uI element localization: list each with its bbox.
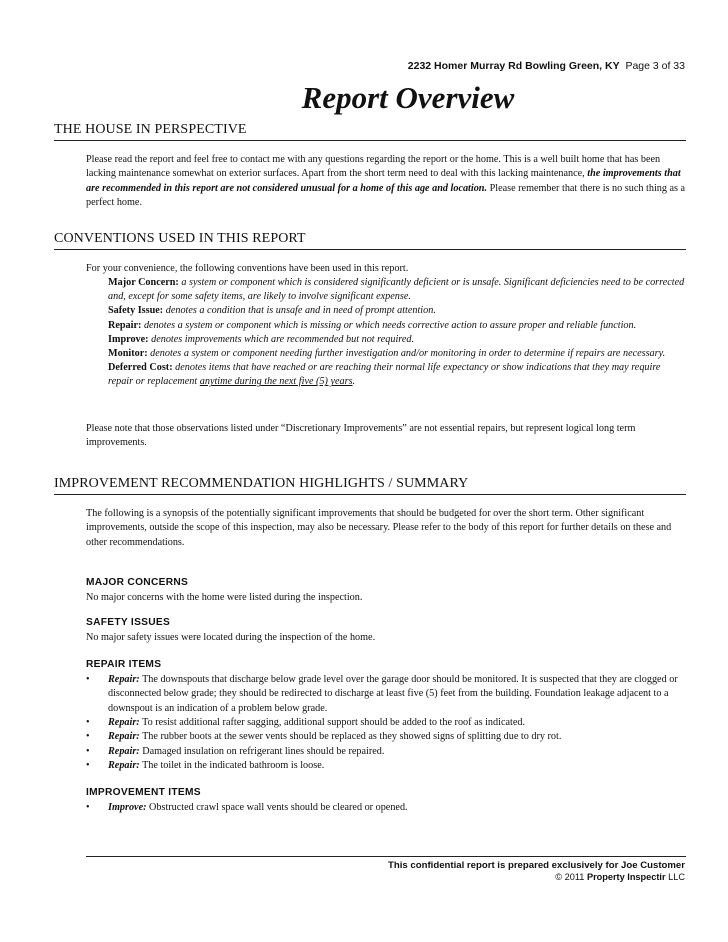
page-title: Report Overview bbox=[301, 80, 515, 115]
convention-item: Monitor: denotes a system or component needing further investigation and/or monitoring in order to determine if repairs are necessary. bbox=[108, 348, 666, 360]
convention-item: Deferred Cost: denotes items that have reached or are reaching their normal life expectancy or show indications that they may require repair or replacement anytime during the next five (5) years. bbox=[108, 362, 661, 388]
convention-item: Major Concern: a system or component which is considered significantly deficient or is unsafe. Significant deficiencies need to be corrected and, except for some safety items, are likely to involve significant expense. bbox=[108, 277, 685, 303]
repair-item: • Repair: The toilet in the indicated bathroom is loose. bbox=[86, 760, 325, 771]
improvement-items-heading: IMPROVEMENT ITEMS bbox=[86, 787, 201, 798]
conventions-note: Please note that those observations listed under “Discretionary Improvements” are not essential repairs, but represent logical long term improvements. bbox=[86, 423, 636, 449]
repair-item: • Repair: The rubber boots at the sewer vents should be replaced as they showed signs of splitting due to dry rot. bbox=[86, 731, 562, 742]
repair-item: • Repair: The downspouts that discharge below grade level over the garage door should be monitored. It is suspected that they are clogged or disconnected below grade; they should be redirected to discharge at least five (5) feet from the building. Foundation leakage adjacent to a downspout is an indication of a problem below grade. bbox=[86, 674, 678, 714]
house-paragraph bbox=[86, 153, 686, 211]
house-text-2: Please remember that there is no such thing as a perfect home. bbox=[86, 182, 686, 209]
convention-item: Repair: denotes a system or component which is missing or which needs corrective action to assure proper and reliable function. bbox=[108, 319, 637, 331]
repair-item: • Repair: Damaged insulation on refrigerant lines should be repaired. bbox=[86, 746, 385, 757]
house-text-1: Please read the report and feel free to contact me with any questions regarding the report or the home. This is a well built home that has been lacking maintenance somewhat on exterior surfaces. Apart from the short term need to deal with this lacking maintenance, bbox=[86, 154, 661, 180]
convention-item: Safety Issue: denotes a condition that is unsafe and in need of prompt attention. bbox=[108, 305, 436, 317]
section-heading-conventions: CONVENTIONS USED IN THIS REPORT bbox=[54, 231, 686, 250]
improvement-item: • Improve: Obstructed crawl space wall vents should be cleared or opened. bbox=[86, 802, 408, 813]
footer-divider bbox=[86, 856, 686, 857]
convention-item: Improve: denotes improvements which are recommended but not required. bbox=[108, 333, 415, 345]
page-header bbox=[408, 60, 685, 72]
repair-item: • Repair: To resist additional rafter sagging, additional support should be added to the roof as indicated. bbox=[86, 717, 525, 728]
section-heading-summary: IMPROVEMENT RECOMMENDATION HIGHLIGHTS / SUMMARY bbox=[54, 476, 686, 495]
summary-intro: The following is a synopsis of the potentially significant improvements that should be budgeted for over the short term. Other significant improvements, outside the scope of this inspection, may also be necessary. Please refer to the body of this report for further details on these and other recommendations. bbox=[86, 508, 672, 548]
repair-items-heading: REPAIR ITEMS bbox=[86, 659, 162, 670]
major-concerns-text: No major concerns with the home were listed during the inspection. bbox=[86, 592, 363, 603]
major-concerns-heading: MAJOR CONCERNS bbox=[86, 577, 189, 588]
property-address: 2232 Homer Murray Rd Bowling Green, KY bbox=[407, 60, 620, 72]
footer-confidential: This confidential report is prepared exclusively for Joe Customer bbox=[388, 860, 685, 871]
conventions-list bbox=[108, 276, 688, 390]
house-text-emphasis: the improvements that are recommended in this report are not considered unusual for a home of this age and location. bbox=[86, 168, 681, 194]
section-heading-house: THE HOUSE IN PERSPECTIVE bbox=[54, 122, 686, 141]
company-name: Property Inspectir bbox=[586, 872, 666, 882]
safety-issues-heading: SAFETY ISSUES bbox=[86, 617, 171, 628]
footer-copyright: © 2011 Property Inspectir LLC bbox=[555, 872, 685, 882]
page-number: Page 3 of 33 bbox=[625, 60, 685, 72]
safety-issues-text: No major safety issues were located during the inspection of the home. bbox=[86, 632, 376, 643]
conventions-intro: For your convenience, the following conventions have been used in this report. bbox=[86, 263, 409, 274]
